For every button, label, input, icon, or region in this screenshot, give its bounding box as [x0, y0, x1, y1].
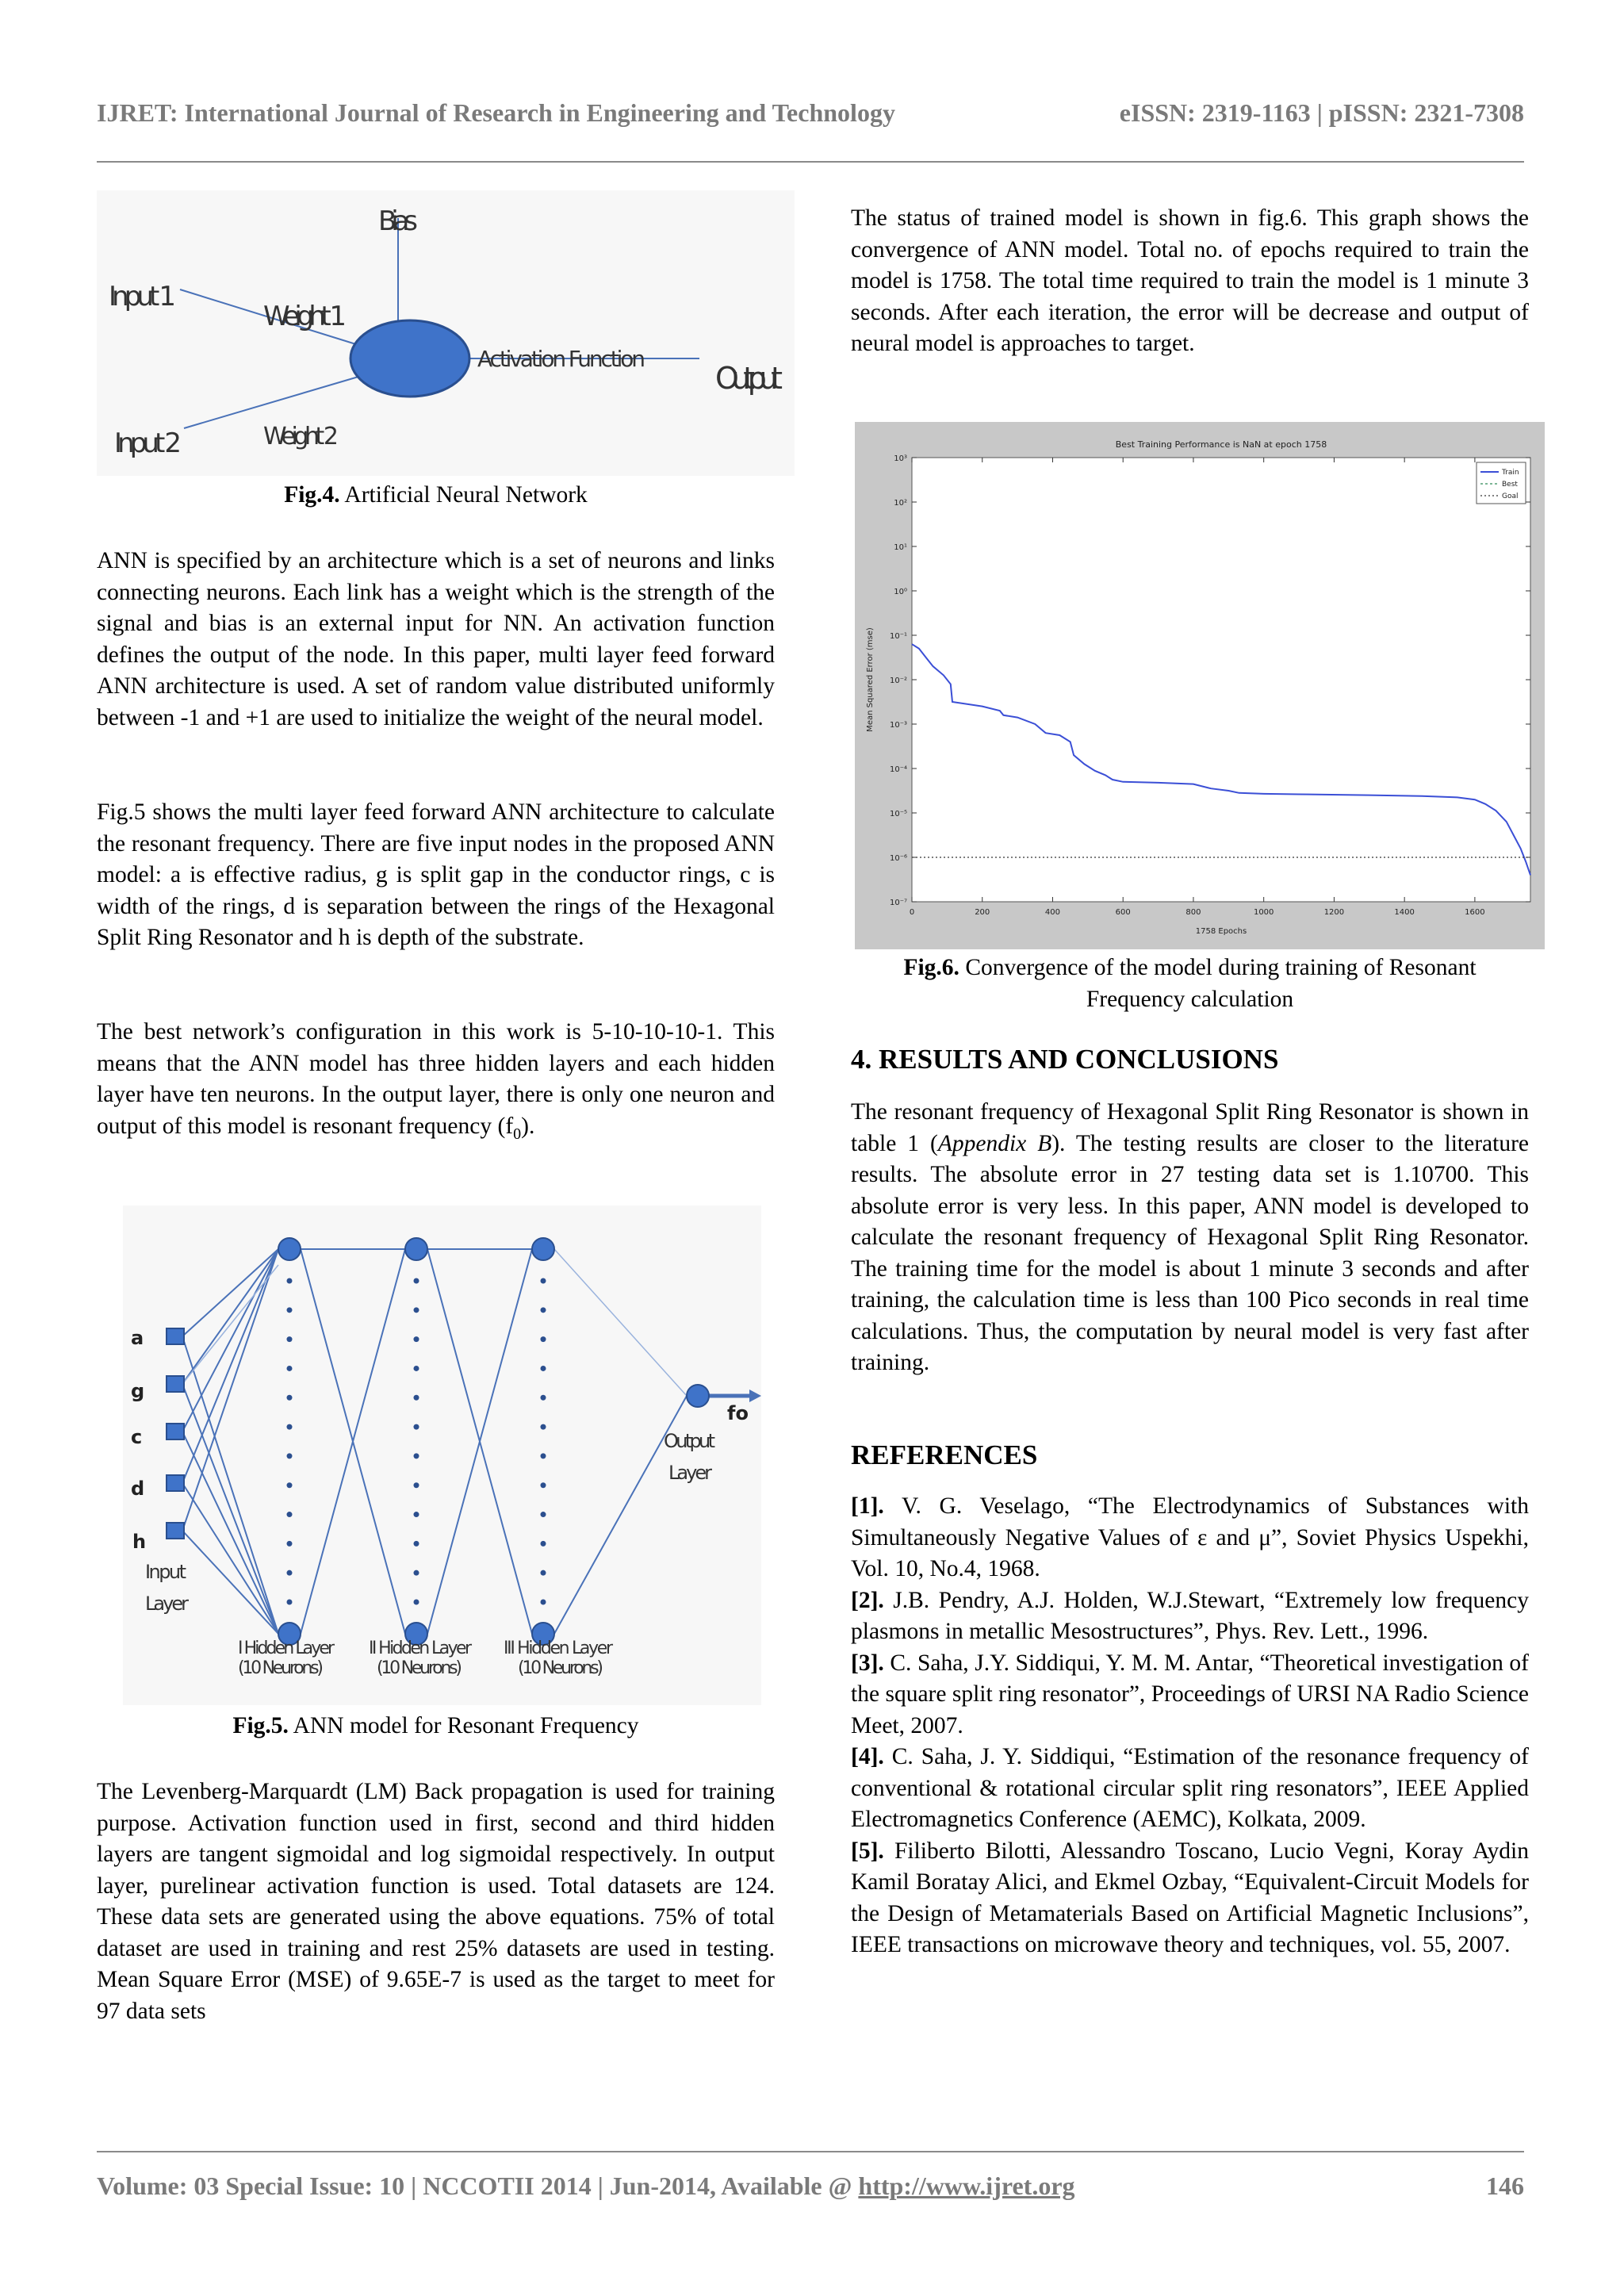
- input2-label: Input 2: [114, 427, 182, 459]
- fig4-neuron-diagram: [97, 190, 795, 476]
- y-tick-label: 10¹: [894, 543, 907, 552]
- fig6-convergence-chart: [855, 422, 1545, 949]
- hidden-ellipsis-dot: [541, 1600, 546, 1605]
- output-layer-label-1: Output: [664, 1430, 715, 1452]
- left-paragraph-2: Fig.5 shows the multi layer feed forward ANN architecture to calculate the resonant frequency. There are five input nodes in the proposed ANN model: a is effective radius, g is split gap in the conductor rings, c is width of the rings, d is separation between the rings of the Hexagonal Split Ring Resonator and h is depth of the substrate.: [97, 799, 775, 950]
- hidden-node: [278, 1238, 301, 1260]
- x-tick-label: 600: [1115, 908, 1131, 917]
- reference-item: [1]. V. G. Veselago, “The Electrodynamics of Substances with Simultaneously Negative Values of ε and μ”, Soviet Physics Uspekhi, Vol. 10, No.4, 1968.: [851, 1493, 1529, 1581]
- input-node: [167, 1376, 184, 1392]
- neuron-node: [350, 320, 469, 397]
- hidden-ellipsis-dot: [287, 1336, 293, 1342]
- hidden-ellipsis-dot: [287, 1512, 293, 1517]
- hidden2-label-2: (10 Neurons): [377, 1658, 462, 1678]
- hidden-ellipsis-dot: [541, 1424, 546, 1430]
- y-tick-label: 10²: [894, 499, 907, 508]
- input-label-c: c: [131, 1426, 143, 1448]
- hidden1-label-1: I Hidden Layer: [238, 1639, 335, 1658]
- page-number: 146: [1486, 2171, 1524, 2200]
- hidden-ellipsis-dot: [541, 1336, 546, 1342]
- input-label-d: d: [131, 1478, 145, 1500]
- hidden-ellipsis-dot: [414, 1570, 419, 1576]
- hidden-ellipsis-dot: [414, 1453, 419, 1458]
- y-tick-label: 10⁻⁴: [889, 765, 907, 774]
- input-node: [167, 1523, 184, 1539]
- chart-ylabel: Mean Squared Error (mse): [866, 627, 875, 732]
- input-node: [167, 1424, 184, 1439]
- page-footer: [97, 2171, 1524, 2206]
- legend-label-train: Train: [1502, 469, 1519, 477]
- hidden-ellipsis-dot: [287, 1424, 293, 1430]
- legend-label-goal: Goal: [1502, 493, 1519, 500]
- hidden-ellipsis-dot: [414, 1278, 419, 1284]
- legend-label-best: Best: [1502, 481, 1518, 489]
- chart-title: Best Training Performance is NaN at epoch 1758: [1115, 439, 1327, 450]
- hidden-node: [532, 1238, 554, 1260]
- header-rule: [97, 161, 1524, 163]
- plot-area: [912, 458, 1530, 902]
- input-node: [167, 1475, 184, 1491]
- x-tick-label: 800: [1185, 908, 1201, 917]
- x-tick-label: 1000: [1253, 908, 1274, 917]
- section4-title: 4. RESULTS AND CONCLUSIONS: [851, 1044, 1279, 1075]
- section4-paragraph: The resonant frequency of Hexagonal Split Ring Resonator is shown in table 1 (Appendix B). The testing results are closer to the literature results. The absolute error in 27 testing data set is 1.10700. This absolute error is very less. In this paper, ANN model is developed to calculate the resonant frequency of Hexagonal Split Ring Resonator. The training time for the model is about 1 minute 3 seconds and after training, the calculation time is less than 100 Pico seconds in real time calculations. Thus, the computation by neural model is very fast after training.: [851, 1099, 1529, 1375]
- x-tick-label: 1400: [1394, 908, 1415, 917]
- fig4-caption: Fig.4. Artificial Neural Network: [284, 482, 588, 508]
- input-node: [167, 1328, 184, 1344]
- hidden-ellipsis-dot: [414, 1482, 419, 1488]
- hidden3-label-2: (10 Neurons): [518, 1658, 603, 1678]
- hidden-ellipsis-dot: [414, 1541, 419, 1547]
- reference-item: [5]. Filiberto Bilotti, Alessandro Toscano, Lucio Vegni, Koray Aydin Kamil Boratay Alici, and Ekmel Ozbay, “Equivalent-Circuit Models for the Design of Metamaterials Based on Artificial Magnetic Inclusions”, IEEE transactions on microwave theory and techniques, vol. 55, 2007.: [851, 1838, 1529, 1957]
- fig6-caption: Fig.6. Convergence of the model during training of Resonant Frequency calculation: [903, 955, 1477, 1012]
- hidden-ellipsis-dot: [541, 1395, 546, 1401]
- journal-name: IJRET: International Journal of Research in Engineering and Technology: [97, 98, 895, 127]
- output-layer-label-2: Layer: [668, 1462, 712, 1484]
- hidden-ellipsis-dot: [287, 1366, 293, 1371]
- hidden3-label-1: III Hidden Layer: [504, 1639, 613, 1658]
- hidden-ellipsis-dot: [414, 1512, 419, 1517]
- x-tick-label: 200: [975, 908, 990, 917]
- fig5-caption: Fig.5. ANN model for Resonant Frequency: [232, 1713, 639, 1738]
- references-list: [851, 1491, 1529, 1961]
- activation-label: Activation Function: [477, 346, 645, 372]
- output-node: [687, 1385, 709, 1407]
- hidden-ellipsis-dot: [414, 1424, 419, 1430]
- y-tick-label: 10⁻⁵: [889, 810, 907, 818]
- x-tick-label: 1600: [1465, 908, 1485, 917]
- hidden-ellipsis-dot: [541, 1512, 546, 1517]
- footer-link[interactable]: http://www.ijret.org: [858, 2171, 1075, 2200]
- chart-xlabel: 1758 Epochs: [1195, 927, 1247, 936]
- hidden-ellipsis-dot: [414, 1395, 419, 1401]
- reference-item: [3]. C. Saha, J.Y. Siddiqui, Y. M. M. Antar, “Theoretical investigation of the square split ring resonator”, Proceedings of URSI NA Radio Science Meet, 2007.: [851, 1650, 1529, 1738]
- references-title: REFERENCES: [851, 1439, 1038, 1470]
- y-tick-label: 10³: [894, 454, 907, 463]
- hidden-ellipsis-dot: [414, 1336, 419, 1342]
- x-tick-label: 1200: [1323, 908, 1345, 917]
- output-label: Output: [715, 361, 783, 396]
- x-tick-label: 0: [909, 908, 915, 917]
- hidden-ellipsis-dot: [287, 1453, 293, 1458]
- reference-item: [4]. C. Saha, J. Y. Siddiqui, “Estimation of the resonance frequency of conventional & rotational circular split ring resonators”, IEEE Applied Electromagnetics Conference (AEMC), Kolkata, 2009.: [851, 1744, 1529, 1832]
- hidden-ellipsis-dot: [287, 1278, 293, 1284]
- hidden-ellipsis-dot: [287, 1600, 293, 1605]
- hidden-ellipsis-dot: [541, 1453, 546, 1458]
- right-paragraph-1: The status of trained model is shown in fig.6. This graph shows the convergence of ANN model. Total no. of epochs required to train the model is 1758. The total time required to train the model is 1 minute 3 seconds. After each iteration, the error will be decrease and output of neural model is approaches to target.: [851, 205, 1529, 356]
- reference-item: [2]. J.B. Pendry, A.J. Holden, W.J.Stewart, “Extremely low frequency plasmons in metallic Mesostructures”, Phys. Rev. Lett., 1996.: [851, 1587, 1529, 1644]
- hidden-ellipsis-dot: [287, 1541, 293, 1547]
- x-tick-label: 400: [1044, 908, 1061, 917]
- weight2-label: Weight 2: [263, 423, 339, 450]
- y-tick-label: 10⁰: [894, 588, 907, 596]
- y-tick-label: 10⁻⁶: [889, 854, 907, 863]
- left-paragraph-4: The Levenberg-Marquardt (LM) Back propagation is used for training purpose. Activation function used in first, second and third hidden layers are tangent sigmoidal and log sigmoidal respectively. In output layer, purelinear activation function is used. Total datasets are 124. These data sets are generated using the above equations. 75% of total dataset are used in training and rest 25% datasets are used in testing. Mean Square Error (MSE) of 9.65E-7 is used as the target to meet for 97 data sets: [97, 1779, 775, 2024]
- output-var-label: fo: [727, 1402, 749, 1424]
- bias-label: Bias: [378, 205, 418, 237]
- hidden-ellipsis-dot: [287, 1570, 293, 1576]
- y-tick-label: 10⁻¹: [889, 632, 907, 641]
- hidden-ellipsis-dot: [541, 1482, 546, 1488]
- issn: eISSN: 2319-1163 | pISSN: 2321-7308: [1119, 98, 1524, 127]
- input-label-a: a: [131, 1327, 144, 1349]
- hidden2-label-1: II Hidden Layer: [369, 1639, 472, 1658]
- hidden-ellipsis-dot: [414, 1600, 419, 1605]
- hidden-ellipsis-dot: [541, 1366, 546, 1371]
- hidden-ellipsis-dot: [541, 1570, 546, 1576]
- input1-label: Input 1: [109, 281, 176, 312]
- input-label-g: g: [131, 1380, 145, 1402]
- hidden-ellipsis-dot: [414, 1366, 419, 1371]
- hidden-ellipsis-dot: [541, 1278, 546, 1284]
- left-paragraph-3: The best network’s configuration in this work is 5-10-10-10-1. This means that the ANN model has three hidden layers and each hidden layer have ten neurons. In the output layer, there is only one neuron and output of this model is resonant frequency $(f_0)$.: [97, 1019, 775, 1143]
- left-paragraph-1: ANN is specified by an architecture which is a set of neurons and links connecting neurons. Each link has a weight which is the strength of the signal and bias is an external input for NN. An activation function defines the output of the node. In this paper, multi layer feed forward ANN architecture is used. A set of random value distributed uniformly between -1 and +1 are used to initialize the weight of the neural model.: [97, 548, 775, 730]
- y-tick-label: 10⁻³: [889, 721, 907, 730]
- hidden-ellipsis-dot: [287, 1482, 293, 1488]
- weight1-label: Weight 1: [263, 301, 347, 332]
- hidden-node: [405, 1238, 427, 1260]
- footer-volume: Volume: 03 Special Issue: 10 | NCCOTII 2014 | Jun-2014, Available @ http://www.ijret.org: [97, 2171, 1075, 2200]
- fig5-ann-architecture: [123, 1205, 761, 1705]
- hidden-ellipsis-dot: [541, 1307, 546, 1313]
- page-header: [97, 98, 1524, 133]
- hidden1-label-2: (10 Neurons): [238, 1658, 324, 1678]
- input-layer-label-1: Input: [145, 1561, 186, 1583]
- input-layer-label-2: Layer: [145, 1593, 189, 1615]
- footer-rule: [97, 2151, 1524, 2152]
- y-tick-label: 10⁻⁷: [889, 899, 907, 907]
- hidden-ellipsis-dot: [287, 1395, 293, 1401]
- hidden-ellipsis-dot: [541, 1541, 546, 1547]
- y-tick-label: 10⁻²: [889, 677, 907, 685]
- hidden-ellipsis-dot: [414, 1307, 419, 1313]
- hidden-ellipsis-dot: [287, 1307, 293, 1313]
- input-label-h: h: [132, 1531, 147, 1553]
